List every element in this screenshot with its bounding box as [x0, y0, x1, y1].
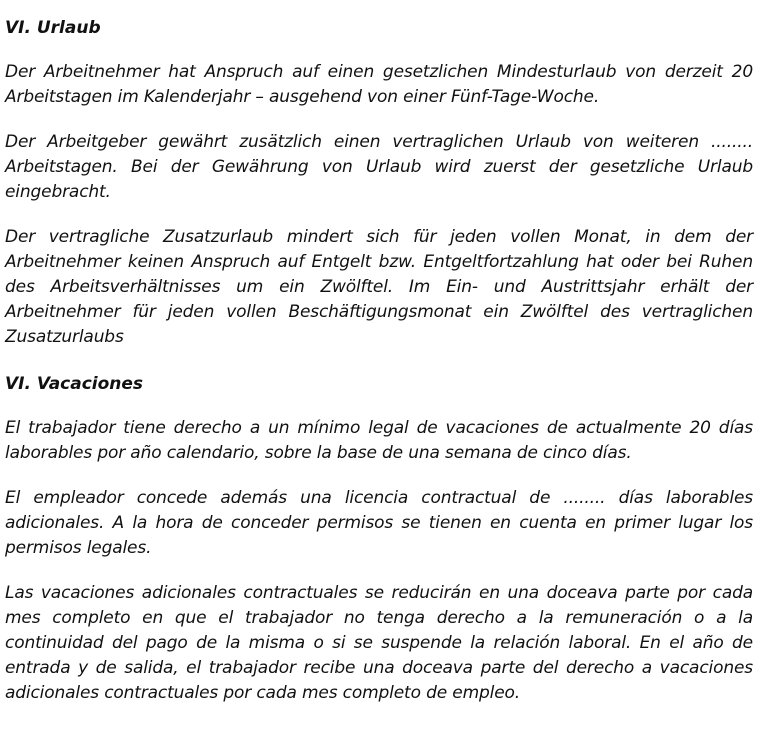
paragraph: El trabajador tiene derecho a un mínimo legal de vacaciones de actualmente 20 días laborables por año calendario, sobre la base de una semana de cinco días. — [5, 418, 753, 463]
section-urlaub — [5, 14, 753, 350]
paragraph: Der vertragliche Zusatzurlaub mindert sich für jeden vollen Monat, in dem der Arbeitnehmer keinen Anspruch auf Entgelt bzw. Entgeltfortzahlung hat oder bei Ruhen des Arbeitsverhältnisses um ein Zwölftel. Im Ein- und Austrittsjahr erhält der Arbeitnehmer für jeden vollen Beschäftigungsmonat ein Zwölftel des vertraglichen Zusatzurlaubs — [5, 227, 753, 347]
document-body — [5, 14, 753, 726]
paragraph: El empleador concede además una licencia contractual de ........ días laborables adicionales. A la hora de conceder permisos se tienen en cuenta en primer lugar los permisos legales. — [5, 488, 753, 558]
section-vacaciones — [5, 370, 753, 706]
paragraph: Der Arbeitnehmer hat Anspruch auf einen gesetzlichen Mindesturlaub von derzeit 20 Arbeitstagen im Kalenderjahr – ausgehend von einer Fünf-Tage-Woche. — [5, 62, 753, 107]
paragraph: Las vacaciones adicionales contractuales se reducirán en una doceava parte por cada mes completo en que el trabajador no tenga derecho a la remuneración o a la continuidad del pago de la misma o si se suspende la relación laboral. En el año de entrada y de salida, el trabajador recibe una doceava parte del derecho a vacaciones adicionales contractuales por cada mes completo de empleo. — [5, 583, 753, 703]
section-heading: VI. Vacaciones — [5, 374, 144, 394]
paragraph: Der Arbeitgeber gewährt zusätzlich einen vertraglichen Urlaub von weiteren ........ Arbeitstagen. Bei der Gewährung von Urlaub wird zuerst der gesetzliche Urlaub eingebracht. — [5, 132, 753, 202]
section-heading: VI. Urlaub — [5, 18, 101, 38]
